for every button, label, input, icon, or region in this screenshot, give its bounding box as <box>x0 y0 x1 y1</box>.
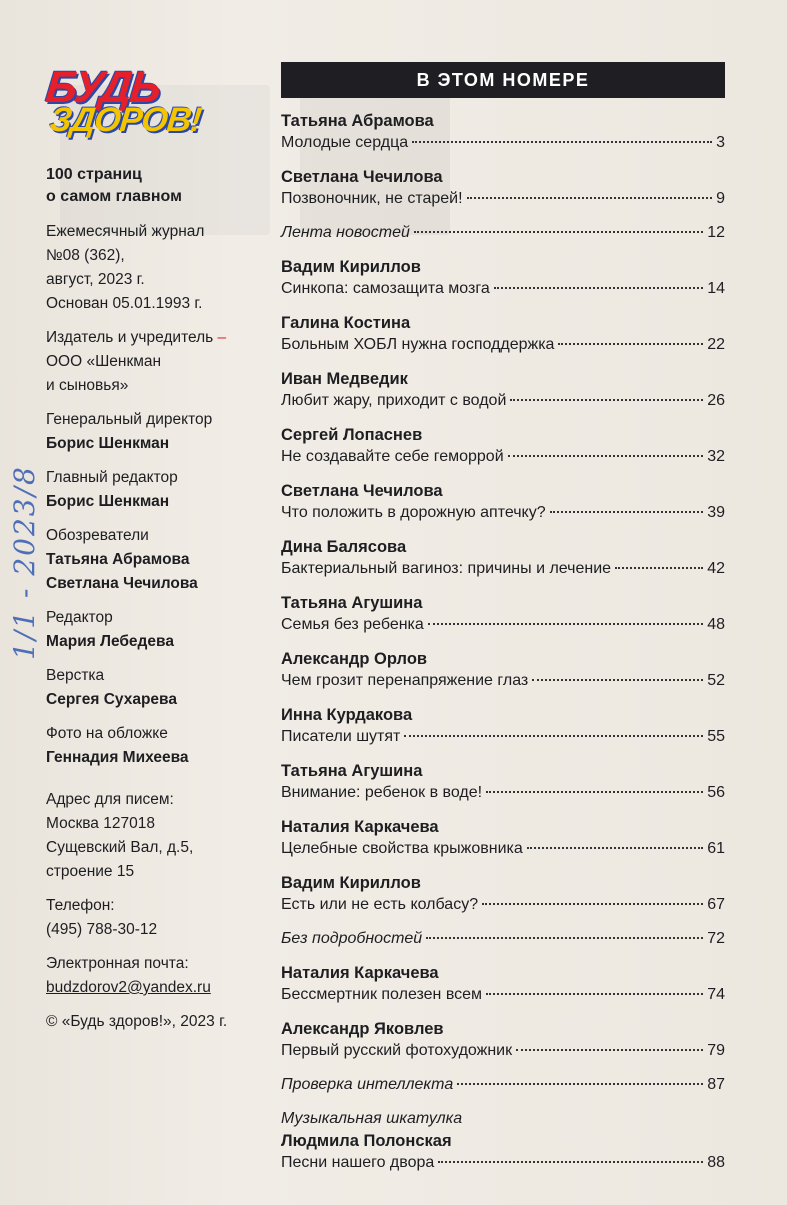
toc-page: 56 <box>707 784 725 801</box>
toc-title: Песни нашего двора <box>281 1154 435 1171</box>
toc-title: Не создавайте себе геморрой <box>281 448 504 465</box>
toc-author: Людмила Полонская <box>281 1132 452 1150</box>
toc-author: Татьяна Агушина <box>281 594 423 612</box>
editor-name: Мария Лебедева <box>46 633 174 650</box>
toc-entry[interactable] <box>281 928 725 950</box>
toc-page: 67 <box>707 896 725 913</box>
editor-in-chief <box>46 466 266 514</box>
leader-dots <box>527 847 703 849</box>
toc-entry[interactable] <box>281 1018 725 1062</box>
layout-name: Сергея Сухарева <box>46 691 177 708</box>
toc-title: Целебные свойства крыжовника <box>281 840 523 857</box>
reviewer-name: Светлана Чечилова <box>46 575 198 592</box>
toc-page: 72 <box>707 930 725 947</box>
toc-author: Татьяна Агушина <box>281 762 423 780</box>
leader-dots <box>516 1049 703 1051</box>
toc-title: Семья без ребенка <box>281 616 424 633</box>
cover-credit <box>46 722 266 770</box>
toc-page: 39 <box>707 504 725 521</box>
toc-author: Вадим Кириллов <box>281 874 421 892</box>
reviewers <box>46 524 266 596</box>
leader-dots <box>508 455 704 457</box>
leader-dots <box>457 1083 703 1085</box>
toc-page: 55 <box>707 728 725 745</box>
toc-title: Бактериальный вагиноз: причины и лечение <box>281 560 612 577</box>
layout-credit <box>46 664 266 712</box>
toc-title: Без подробностей <box>281 930 423 947</box>
imprint-column <box>46 164 266 1044</box>
general-director <box>46 408 266 456</box>
publisher-label: Издатель и учредитель – <box>46 329 227 346</box>
toc-page: 14 <box>707 280 725 297</box>
toc-title: Есть или не есть колбасу? <box>281 896 479 913</box>
toc-rubric: Музыкальная шкатулка <box>281 1110 463 1127</box>
toc-entry[interactable] <box>281 166 725 210</box>
leader-dots <box>404 735 703 737</box>
cover-label: Фото на обложке <box>46 725 168 742</box>
email-info <box>46 952 266 1000</box>
leader-dots <box>412 141 712 143</box>
leader-dots <box>467 197 713 199</box>
toc-page: 9 <box>716 190 725 207</box>
toc-author: Галина Костина <box>281 314 411 332</box>
toc-page: 26 <box>707 392 725 409</box>
issue-line: август, 2023 г. <box>46 271 145 288</box>
toc-author: Александр Орлов <box>281 650 428 668</box>
issue-line: Основан 05.01.1993 г. <box>46 295 203 312</box>
phone-label: Телефон: <box>46 897 115 914</box>
toc-title: Бессмертник полезен всем <box>281 986 483 1003</box>
copyright: © «Будь здоров!», 2023 г. <box>46 1013 228 1030</box>
toc-title: Проверка интеллекта <box>281 1076 454 1093</box>
toc-entry[interactable] <box>281 592 725 636</box>
toc-author: Светлана Чечилова <box>281 482 443 500</box>
toc-author: Сергей Лопаснев <box>281 426 423 444</box>
phone-info <box>46 894 266 942</box>
toc-entry[interactable] <box>281 648 725 692</box>
reviewer-name: Татьяна Абрамова <box>46 551 190 568</box>
tagline-line: о самом главном <box>46 188 182 205</box>
email-label: Электронная почта: <box>46 955 189 972</box>
phone-number: (495) 788-30-12 <box>46 921 158 938</box>
publisher-dash: – <box>217 329 227 346</box>
reviewers-label: Обозреватели <box>46 527 149 544</box>
toc-header: В ЭТОМ НОМЕРЕ <box>281 62 725 98</box>
toc-entry[interactable] <box>281 962 725 1006</box>
toc-page: 12 <box>707 224 725 241</box>
toc-author: Светлана Чечилова <box>281 168 443 186</box>
toc-entry[interactable] <box>281 256 725 300</box>
toc-page: 48 <box>707 616 725 633</box>
toc-entry[interactable] <box>281 816 725 860</box>
leader-dots <box>494 287 703 289</box>
address-line: Москва 127018 <box>46 815 155 832</box>
issue-info <box>46 220 266 316</box>
toc-title: Синкопа: самозащита мозга <box>281 280 490 297</box>
leader-dots <box>550 511 704 513</box>
toc-entry[interactable] <box>281 536 725 580</box>
leader-dots <box>482 903 703 905</box>
issue-line: №08 (362), <box>46 247 125 264</box>
toc-title: Первый русский фотохудожник <box>281 1042 513 1059</box>
toc-title: Больным ХОБЛ нужна господдержка <box>281 336 555 353</box>
logo-line-2: ЗДОРОВ! <box>48 101 203 139</box>
toc-title: Писатели шутят <box>281 728 401 745</box>
leader-dots <box>486 791 703 793</box>
leader-dots <box>428 623 703 625</box>
toc-entry[interactable] <box>281 760 725 804</box>
toc-title: Внимание: ребенок в воде! <box>281 784 483 801</box>
address-label: Адрес для писем: <box>46 791 174 808</box>
toc-title: Лента новостей <box>281 224 410 241</box>
toc-title: Чем грозит перенапряжение глаз <box>281 672 529 689</box>
leader-dots <box>486 993 703 995</box>
tagline-line: 100 страниц <box>46 166 142 183</box>
mailing-address <box>46 788 266 884</box>
toc-entry[interactable] <box>281 1108 725 1174</box>
layout-label: Верстка <box>46 667 105 684</box>
toc-page: 42 <box>707 560 725 577</box>
logo-line-1: БУДЬ <box>43 63 162 112</box>
gd-label: Генеральный директор <box>46 411 213 428</box>
toc-title: Позвоночник, не старей! <box>281 190 463 207</box>
cover-name: Геннадия Михеева <box>46 749 189 766</box>
tagline <box>46 164 266 208</box>
toc-page: 61 <box>707 840 725 857</box>
toc-title: Что положить в дорожную аптечку? <box>281 504 546 521</box>
toc-entry[interactable] <box>281 312 725 356</box>
toc-author: Татьяна Абрамова <box>281 112 434 130</box>
toc-page: 74 <box>707 986 725 1003</box>
toc-entry[interactable] <box>281 704 725 748</box>
toc-author: Александр Яковлев <box>281 1020 444 1038</box>
editor <box>46 606 266 654</box>
toc-entry[interactable] <box>281 1074 725 1096</box>
leader-dots <box>414 231 703 233</box>
toc-entry[interactable] <box>281 480 725 524</box>
issue-line: Ежемесячный журнал <box>46 223 205 240</box>
gd-name: Борис Шенкман <box>46 435 170 452</box>
toc-author: Инна Курдакова <box>281 706 413 724</box>
toc-entry[interactable] <box>281 424 725 468</box>
toc-title: Любит жару, приходит с водой <box>281 392 507 409</box>
toc-entry[interactable] <box>281 368 725 412</box>
leader-dots <box>532 679 703 681</box>
publisher-info <box>46 326 266 398</box>
toc-author: Иван Медведик <box>281 370 408 388</box>
toc-title: Молодые сердца <box>281 134 409 151</box>
toc-page: 32 <box>707 448 725 465</box>
toc-page: 87 <box>707 1076 725 1093</box>
toc-page: 79 <box>707 1042 725 1059</box>
toc-page: 52 <box>707 672 725 689</box>
editor-chief-name: Борис Шенкман <box>46 493 170 510</box>
toc-page: 88 <box>707 1154 725 1171</box>
email-link[interactable]: budzdorov2@yandex.ru <box>46 979 211 996</box>
leader-dots <box>615 567 703 569</box>
address-line: Сущевский Вал, д.5, <box>46 839 194 856</box>
toc-entry[interactable] <box>281 872 725 916</box>
publisher-line: ООО «Шенкман <box>46 353 162 370</box>
leader-dots <box>426 937 703 939</box>
table-of-contents <box>281 110 725 1186</box>
publisher-line: и сыновья» <box>46 377 129 394</box>
toc-entry[interactable] <box>281 110 725 154</box>
handwritten-note: 1/1 - 2023/8 <box>8 465 41 660</box>
toc-page: 3 <box>716 134 725 151</box>
toc-author: Вадим Кириллов <box>281 258 421 276</box>
leader-dots <box>558 343 703 345</box>
editor-label: Редактор <box>46 609 113 626</box>
toc-author: Наталия Каркачева <box>281 818 439 836</box>
toc-page: 22 <box>707 336 725 353</box>
toc-author: Наталия Каркачева <box>281 964 439 982</box>
leader-dots <box>438 1161 703 1163</box>
address-line: строение 15 <box>46 863 135 880</box>
editor-chief-label: Главный редактор <box>46 469 178 486</box>
toc-entry[interactable] <box>281 222 725 244</box>
toc-author: Дина Балясова <box>281 538 407 556</box>
magazine-logo <box>43 63 203 139</box>
leader-dots <box>510 399 703 401</box>
